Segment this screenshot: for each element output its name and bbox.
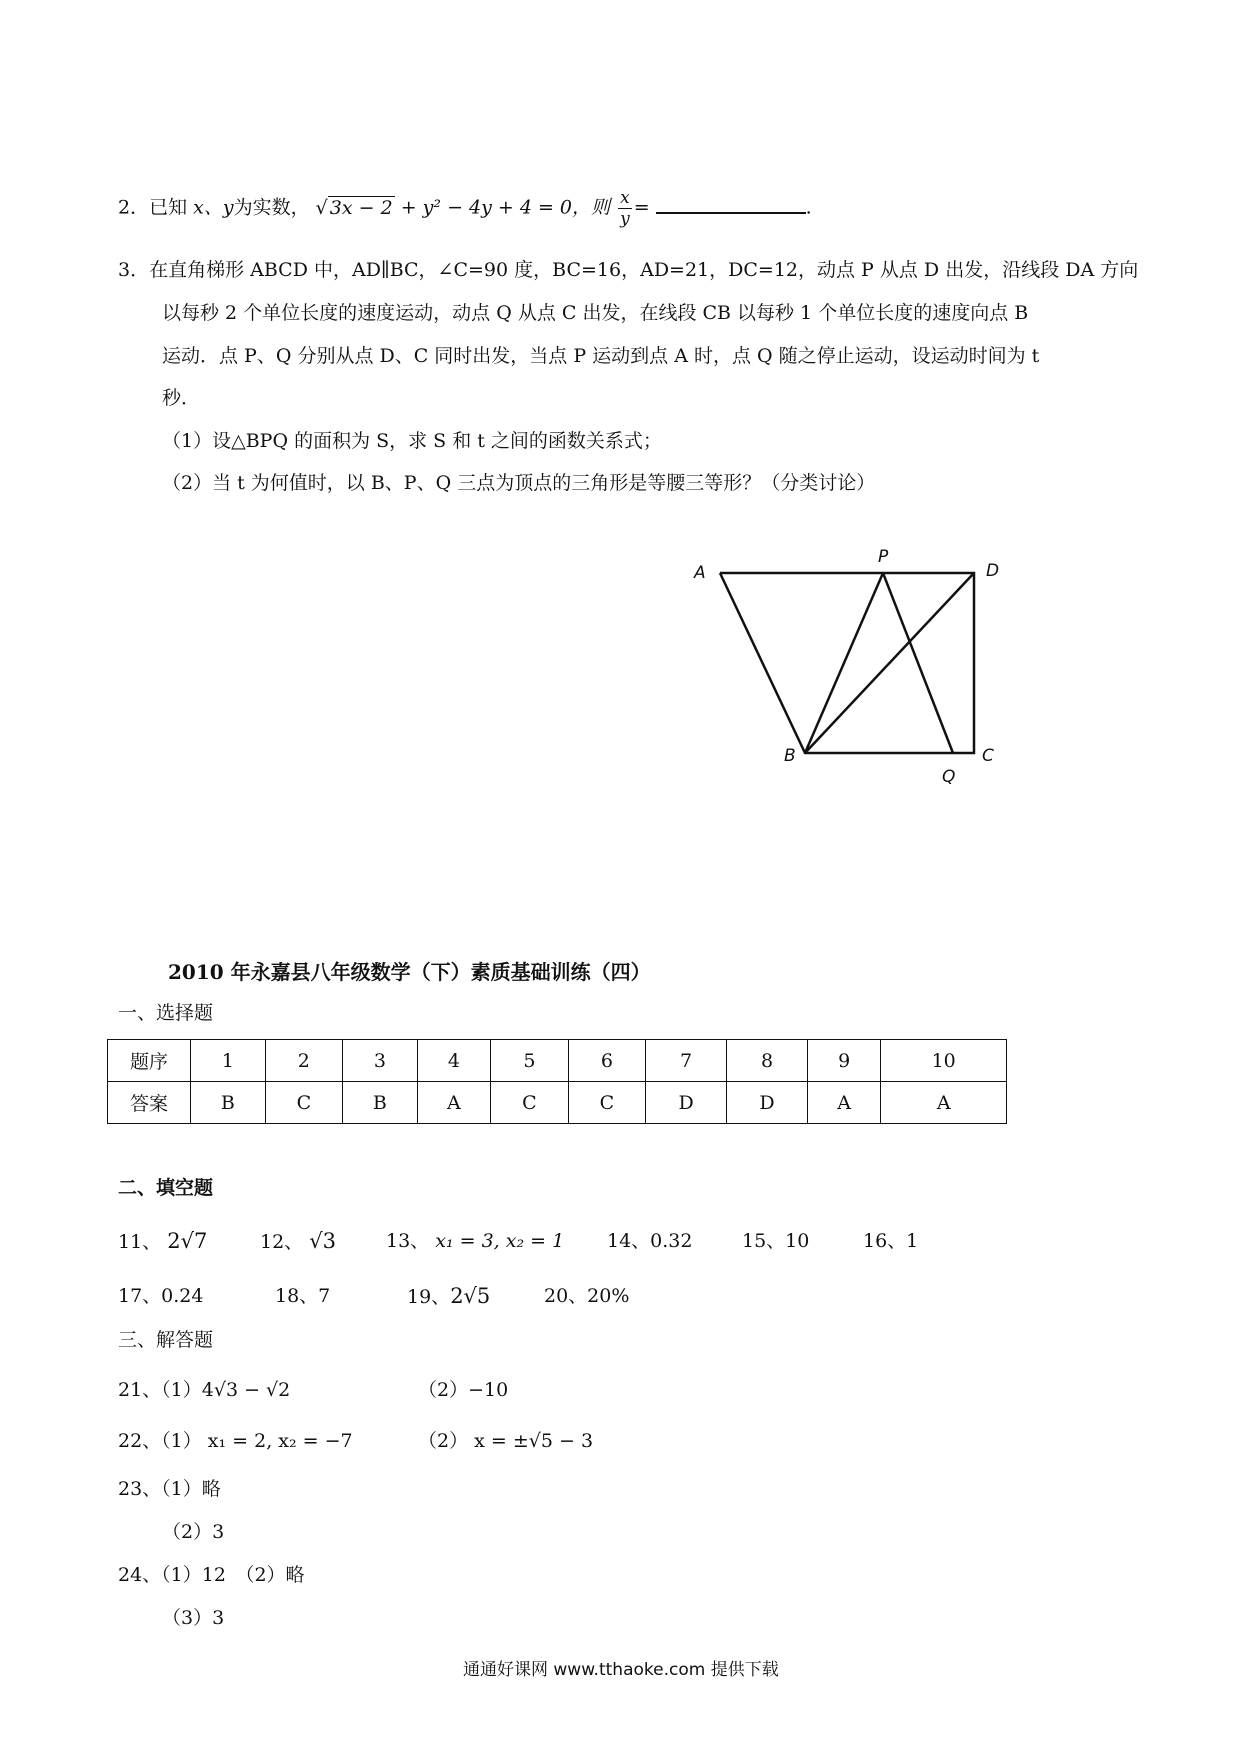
table-cell: D [727,1082,808,1124]
table-cell: C [265,1082,342,1124]
table-cell: 2 [265,1040,342,1082]
label-d: D [986,561,1000,581]
table-row-numbers [108,1040,1007,1082]
answer-13-value: x₁ = 3, x₂ = 1 [435,1230,565,1252]
trapezoid-outline [720,573,974,753]
table-cell: D [646,1082,727,1124]
choice-answer-table [107,1039,1007,1124]
answer-17: 17、0.24 [118,1285,204,1307]
table-cell: B [343,1082,418,1124]
answer-19 [407,1283,490,1310]
table-cell: 4 [417,1040,490,1082]
table-cell: A [417,1082,490,1124]
answer-22-part-2: （2） x = ±√5 − 3 [418,1430,594,1452]
q2-frac-den: y [620,209,630,229]
answer-15: 15、10 [742,1230,810,1252]
section-2-heading: 二、填空题 [118,1177,214,1199]
table-cell: C [491,1082,568,1124]
row-header-number: 题序 [108,1040,191,1082]
table-cell: 10 [881,1040,1007,1082]
q3-sub-1: （1）设△BPQ 的面积为 S，求 S 和 t 之间的函数关系式； [162,430,662,452]
q2-frac-num: x [618,188,632,209]
answer-21-part-1: 21、（1）4√3 − √2 [118,1379,291,1401]
table-cell: 5 [491,1040,568,1082]
table-row-answers [108,1082,1007,1124]
answer-18: 18、7 [275,1285,331,1307]
q2-sqrt: √ 3x − 2 [315,196,393,219]
segment-bd [805,573,974,753]
footer-credit: 通通好课网 www.tthaoke.com 提供下载 [463,1660,779,1680]
label-c: C [982,746,994,766]
label-a: A [694,563,706,583]
q2-prefix: 2．已知 [118,196,188,219]
label-b: B [784,746,796,766]
table-cell: 6 [568,1040,645,1082]
answers-title: 2010 年永嘉县八年级数学（下）素质基础训练（四） [168,960,651,984]
answer-11 [118,1228,207,1255]
answer-11-value: 2√7 [167,1229,208,1253]
table-cell: B [191,1082,266,1124]
section-1-heading: 一、选择题 [118,1002,214,1024]
answer-24-part-2: （3）3 [162,1607,225,1629]
q3-line-2: 以每秒 2 个单位长度的速度运动，动点 Q 从点 C 出发，在线段 CB 以每秒 1 个单位长度的速度向点 B [162,302,1029,324]
question-2: 2．已知 x、y为实数， √ 3x − 2 + y² − 4y + 4 = 0，则 $\frac{x}{y}$ = . [118,188,812,229]
table-cell: 1 [191,1040,266,1082]
answer-13-label: 13、 [386,1230,430,1252]
segment-pq [883,573,953,753]
q3-line-3: 运动．点 P、Q 分别从点 D、C 同时出发，当点 P 运动到点 A 时，点 Q 随之停止运动，设运动时间为 t [162,345,1040,367]
table-cell: A [807,1082,880,1124]
answer-14: 14、0.32 [607,1230,693,1252]
answer-20: 20、20% [544,1285,630,1307]
trapezoid-figure [680,540,1020,790]
q2-mid: 为实数， [233,196,310,219]
row-header-answer: 答案 [108,1082,191,1124]
table-cell: A [881,1082,1007,1124]
answer-24-part-1: 24、（1）12 （2）略 [118,1564,305,1586]
q2-radicand: 3x − 2 [329,196,393,219]
label-p: P [878,547,889,567]
q3-sub-2: （2）当 t 为何值时，以 B、P、Q 三点为顶点的三角形是等腰三等形？（分类讨论） [162,472,876,494]
q2-vars: x、y [193,196,234,219]
answer-22-part-1: 22、（1） x₁ = 2, x₂ = −7 [118,1430,353,1452]
answer-19-value: 2√5 [450,1284,491,1308]
label-q: Q [942,767,956,787]
answer-12-value: √3 [309,1229,336,1253]
q2-eq: = [633,196,650,219]
section-3-heading: 三、解答题 [118,1329,214,1351]
q2-rest: + y² − 4y + 4 = 0，则 [400,196,611,219]
answer-21-part-2: （2）−10 [418,1379,509,1401]
answer-19-label: 19、 [407,1286,451,1308]
segment-bp [805,573,883,753]
table-cell: 8 [727,1040,808,1082]
table-cell: C [568,1082,645,1124]
answer-23-part-1: 23、（1）略 [118,1478,221,1500]
table-cell: 3 [343,1040,418,1082]
answer-11-label: 11、 [118,1231,162,1253]
q3-line-4: 秒． [162,387,201,409]
table-cell: 7 [646,1040,727,1082]
q3-line-1: 3．在直角梯形 ABCD 中，AD∥BC，∠C=90 度，BC=16，AD=21，DC=12，动点 P 从点 D 出发，沿线段 DA 方向 [118,259,1139,281]
answer-12-label: 12、 [260,1231,304,1253]
answer-12 [260,1228,336,1255]
q2-fraction [618,188,632,229]
answer-13 [386,1228,564,1254]
answer-23-part-2: （2）3 [162,1521,225,1543]
answer-16: 16、1 [863,1230,919,1252]
q2-answer-blank [656,194,806,214]
table-cell: 9 [807,1040,880,1082]
